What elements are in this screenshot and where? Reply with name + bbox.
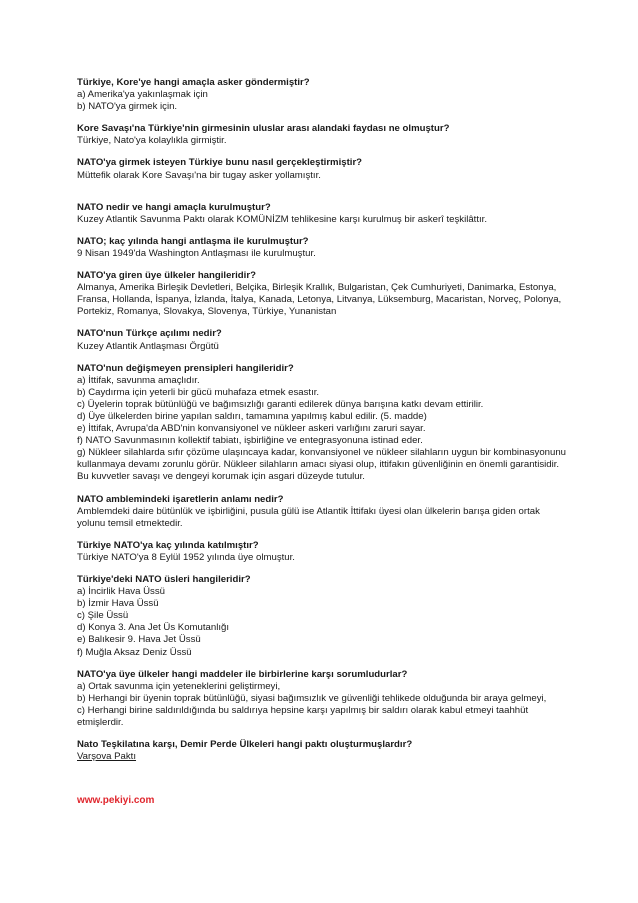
answer-line: 9 Nisan 1949'da Washington Antlaşması ile kurulmuştur.: [77, 247, 316, 259]
answer-line: Türkiye NATO'ya 8 Eylül 1952 yılında üye olmuştur.: [77, 551, 295, 563]
question: Türkiye NATO'ya kaç yılında katılmıştır?: [77, 539, 259, 551]
answer-line: b) NATO'ya girmek için.: [77, 101, 178, 113]
answer-line: Müttefik olarak Kore Savaşı'na bir tugay asker yollamıştır.: [77, 169, 321, 181]
answer-line: a) Amerika'ya yakınlaşmak için: [77, 89, 208, 101]
answer-line: b) Caydırma için yeterli bir gücü muhafaza etmek esastır.: [77, 386, 320, 398]
answer-line: f) NATO Savunmasının kollektif tabiatı, işbirliğine ve entegrasyonuna istinad eder.: [77, 435, 423, 447]
answer-line: Almanya, Amerika Birleşik Devletleri, Belçika, Birleşik Krallık, Bulgaristan, Çek Cumhuriyeti, Danimarka, Estonya, Fransa, Hollanda, İspanya, İzlanda, İtalya, Kanada, Letonya, Litvanya, Lüksemburg, Macaristan, Norveç, Polonya, Portekiz, Romanya, Slovakya, Slovenya, Türkiye, Yunanistan: [77, 282, 562, 318]
answer-line: a) İttifak, savunma amaçlıdır.: [77, 374, 200, 386]
qa-block-11: [77, 574, 567, 659]
question: NATO amblemindeki işaretlerin anlamı nedir?: [77, 493, 284, 505]
answer-line: g) Nükleer silahlarda sıfır çözüme ulaşıncaya kadar, konvansiyonel ve nükleer silahların uygun bir kombinasyonunu kullanmaya devamı zorunlu görür. Nükleer silahların amacı siyasi olup, ittifakın güvenliğinin en önemli garantisidir.: [77, 447, 567, 471]
qa-block-10: [77, 540, 567, 564]
answer-line: b) Herhangi bir üyenin toprak bütünlüğü, siyasi bağımsızlık ve güvenliği tehlikede olduğunda bir araya gelmeyi,: [77, 692, 547, 704]
qa-block-4: [77, 202, 567, 226]
qa-block-8: [77, 363, 567, 484]
question: NATO'ya giren üye ülkeler hangileridir?: [77, 270, 256, 282]
question: Türkiye'deki NATO üsleri hangileridir?: [77, 574, 251, 585]
answer-line: a) İncirlik Hava Üssü: [77, 586, 165, 598]
answer-line: c) Herhangi birine saldırıldığında bu saldırıya hepsine karşı yapılmış bir saldırı olarak kabul etmeyi taahhüt etmişlerdir.: [77, 704, 529, 729]
answer-line: Kuzey Atlantik Antlaşması Örgütü: [77, 340, 219, 352]
answer-line: c) Üyelerin toprak bütünlüğü ve bağımsızlığı garanti edilerek dünya barışına katkı devam ettirilir.: [77, 398, 484, 410]
question: NATO'nun Türkçe açılımı nedir?: [77, 328, 222, 340]
answer-line: a) Ortak savunma için yeteneklerini geliştirmeyi,: [77, 680, 281, 692]
qa-block-7: [77, 328, 567, 352]
answer-line: Bu kuvvetler savaşı ve dengeyi korumak için asgari düzeyde tutulur.: [77, 471, 365, 483]
answer-line: Türkiye, Nato'ya kolaylıkla girmiştir.: [77, 135, 227, 147]
qa-block-13: [77, 739, 567, 763]
qa-block-3: [77, 157, 567, 181]
question: NATO'nun değişmeyen prensipleri hangileridir?: [77, 362, 294, 374]
qa-block-9: [77, 494, 567, 530]
answer-line: Amblemdeki daire bütünlük ve işbirliğini, pusula gülü ise Atlantik İttifakı üyesi olan ülkelerin barışa giden ortak yolunu temsil etmektedir.: [77, 505, 540, 529]
answer-line: b) İzmir Hava Üssü: [77, 598, 159, 610]
question: NATO; kaç yılında hangi antlaşma ile kurulmuştur?: [77, 235, 309, 247]
question: NATO nedir ve hangi amaçla kurulmuştur?: [77, 201, 271, 213]
question: Nato Teşkilatına karşı, Demir Perde Ülkeleri hangi paktı oluşturmuşlardır?: [77, 739, 413, 751]
answer-line: d) Üye ülkelerden birine yapılan saldırı, tamamına yapılmış kabul edilir. (5. madde): [77, 410, 427, 422]
question: Türkiye, Kore'ye hangi amaçla asker göndermiştir?: [77, 77, 310, 88]
qa-block-12: [77, 669, 567, 729]
qa-block-6: [77, 270, 567, 318]
question: Kore Savaşı'na Türkiye'nin girmesinin uluslar arası alandaki faydası ne olmuştur?: [77, 123, 450, 135]
answer-line: c) Şile Üssü: [77, 610, 129, 622]
footer-website-link[interactable]: www.pekiyi.com: [77, 795, 155, 806]
answer-line: Varşova Paktı: [77, 751, 137, 763]
answer-line: e) Balıkesir 9. Hava Jet Üssü: [77, 634, 201, 646]
qa-content: [77, 77, 567, 773]
answer-line: e) İttifak, Avrupa'da ABD'nin konvansiyonel ve nükleer askeri varlığını zaruri sayar.: [77, 423, 426, 435]
answer-line: d) Konya 3. Ana Jet Üs Komutanlığı: [77, 622, 229, 634]
qa-block-5: [77, 236, 567, 260]
answer-line: f) Muğla Aksaz Deniz Üssü: [77, 646, 192, 658]
answer-line: Kuzey Atlantik Savunma Paktı olarak KOMÜNİZM tehlikesine karşı kurulmuş bir askerî teşkilâttır.: [77, 213, 488, 225]
question: NATO'ya girmek isteyen Türkiye bunu nasıl gerçekleştirmiştir?: [77, 157, 363, 169]
qa-block-1: [77, 77, 567, 113]
question: NATO'ya üye ülkeler hangi maddeler ile birbirlerine karşı sorumludurlar?: [77, 668, 408, 680]
qa-block-2: [77, 123, 567, 147]
